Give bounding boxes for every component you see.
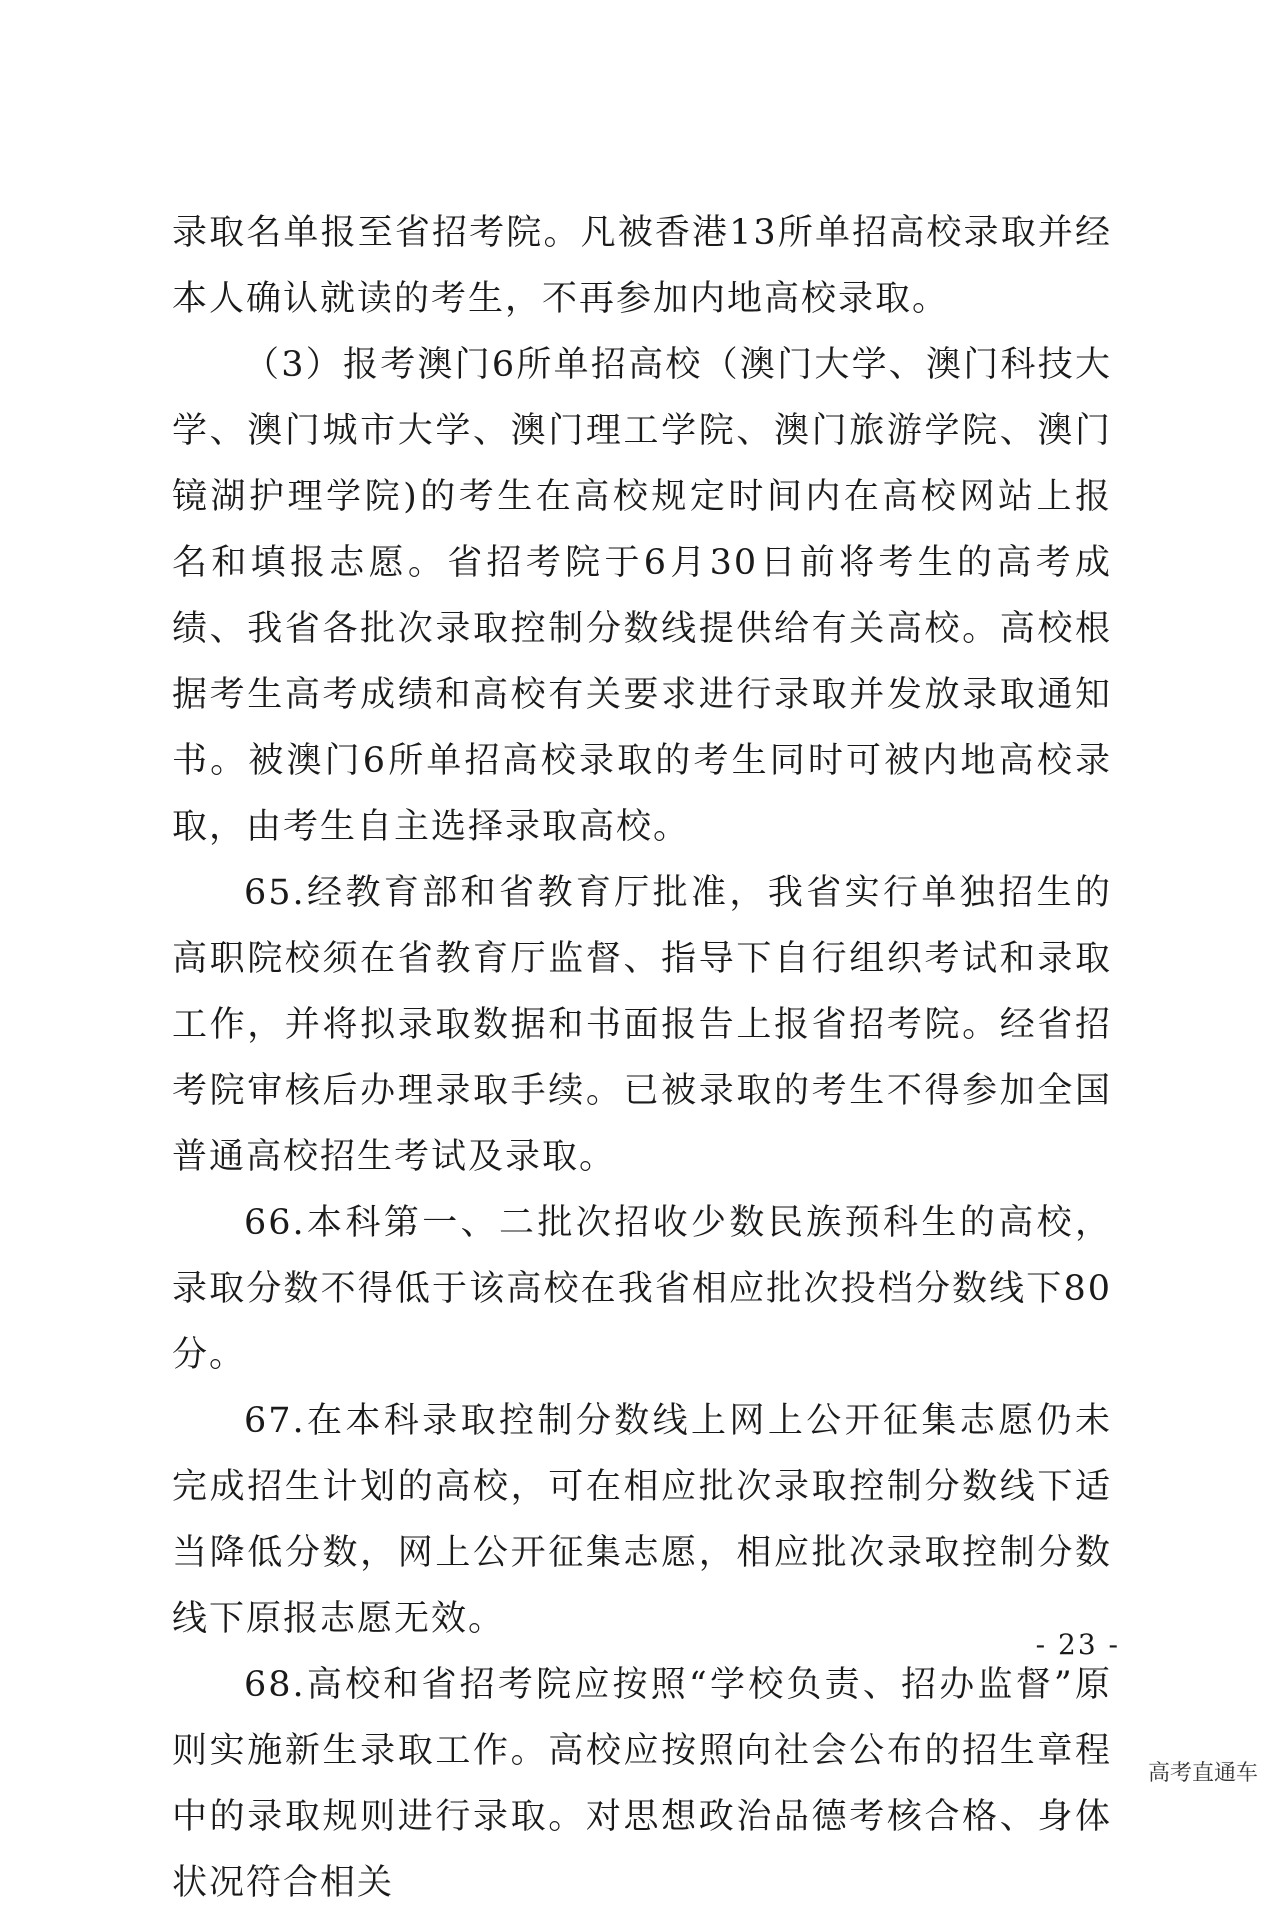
paragraph-4: 66.本科第一、二批次招收少数民族预科生的高校，录取分数不得低于该高校在我省相应批次投档分数线下80分。 <box>172 1203 1112 1375</box>
document-body <box>172 200 1112 1916</box>
page-number: - 23 - <box>1035 1628 1120 1661</box>
paragraph-2: （3）报考澳门6所单招高校（澳门大学、澳门科技大学、澳门城市大学、澳门理工学院、澳门旅游学院、澳门镜湖护理学院)的考生在高校规定时间内在高校网站上报名和填报志愿。省招考院于6月30日前将考生的高考成绩、我省各批次录取控制分数线提供给有关高校。高校根据考生高考成绩和高校有关要求进行录取并发放录取通知书。被澳门6所单招高校录取的考生同时可被内地高校录取，由考生自主选择录取高校。 <box>172 345 1112 847</box>
paragraph-6: 68.高校和省招考院应按照“学校负责、招办监督”原则实施新生录取工作。高校应按照向社会公布的招生章程中的录取规则进行录取。对思想政治品德考核合格、身体状况符合相关 <box>172 1665 1112 1903</box>
paragraph-3: 65.经教育部和省教育厅批准，我省实行单独招生的高职院校须在省教育厅监督、指导下自行组织考试和录取工作，并将拟录取数据和书面报告上报省招考院。经省招考院审核后办理录取手续。已被录取的考生不得参加全国普通高校招生考试及录取。 <box>172 873 1112 1177</box>
paragraph-5: 67.在本科录取控制分数线上网上公开征集志愿仍未完成招生计划的高校，可在相应批次录取控制分数线下适当降低分数，网上公开征集志愿，相应批次录取控制分数线下原报志愿无效。 <box>172 1401 1112 1639</box>
paragraph-1: 录取名单报至省招考院。凡被香港13所单招高校录取并经本人确认就读的考生，不再参加内地高校录取。 <box>172 213 1112 319</box>
watermark-text: 高考直通车 <box>1147 1761 1258 1786</box>
